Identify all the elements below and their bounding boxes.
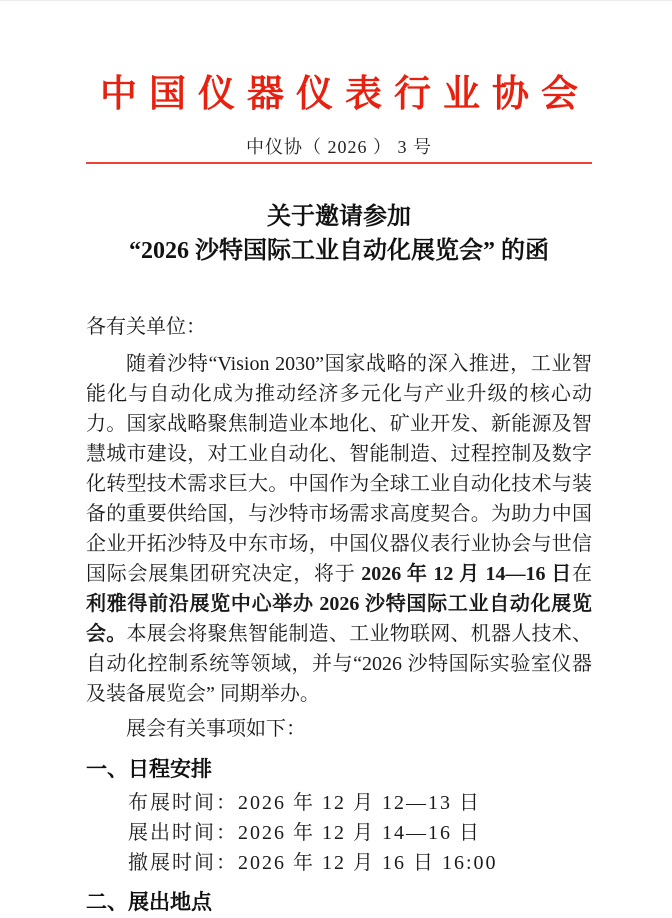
body-paragraph	[86, 349, 592, 709]
paragraph-segment: 本展会将聚焦智能制造、工业物联网、机器人技术、自动化控制系统等领域，并与“2026 沙特国际实验室仪器及装备展览会” 同期举办。	[86, 623, 592, 705]
organization-name: 中国仪器仪表行业协会	[100, 74, 590, 115]
red-divider-line	[86, 162, 592, 164]
paragraph-segment-bold-venue-event: 利雅得前沿展览中心举办 2026 沙特国际工业自动化展览会。	[86, 593, 592, 645]
salutation: 各有关单位：	[86, 316, 206, 338]
paragraph-segment: 在	[572, 563, 593, 585]
schedule-item-teardown: 撤展时间：2026 年 12 月 16 日 16:00	[128, 852, 498, 874]
document-title-line2: “2026 沙特国际工业自动化展览会” 的函	[129, 238, 549, 264]
paragraph-segment: 随着沙特“Vision 2030”国家战略的深入推进，工业智能化与自动化成为推动经济多元化与产业升级的核心动力。国家战略聚焦制造业本地化、矿业开发、新能源及智慧城市建设，对工业自动化、智能制造、过程控制及数字化转型技术需求巨大。中国作为全球工业自动化技术与装备的重要供给国，与沙特市场需求高度契合。为助力中国企业开拓沙特及中东市场，中国仪器仪表行业协会与世信国际会展集团研究决定，将于	[86, 353, 592, 585]
section-heading-schedule: 一、日程安排	[86, 758, 212, 781]
document-title	[86, 200, 592, 268]
schedule-item-exhibition: 展出时间：2026 年 12 月 14—16 日	[128, 822, 481, 844]
section-heading-venue: 二、展出地点	[86, 891, 212, 914]
document-title-line1: 关于邀请参加	[267, 204, 411, 230]
notice-line: 展会有关事项如下：	[126, 718, 306, 740]
paragraph-segment-bold-dates: 2026 年 12 月 14—16 日	[361, 563, 573, 585]
schedule-list	[86, 788, 592, 878]
document-number: 中仪协（ 2026 ） 3 号	[246, 137, 432, 157]
schedule-item-setup: 布展时间：2026 年 12 月 12—13 日	[128, 792, 481, 814]
